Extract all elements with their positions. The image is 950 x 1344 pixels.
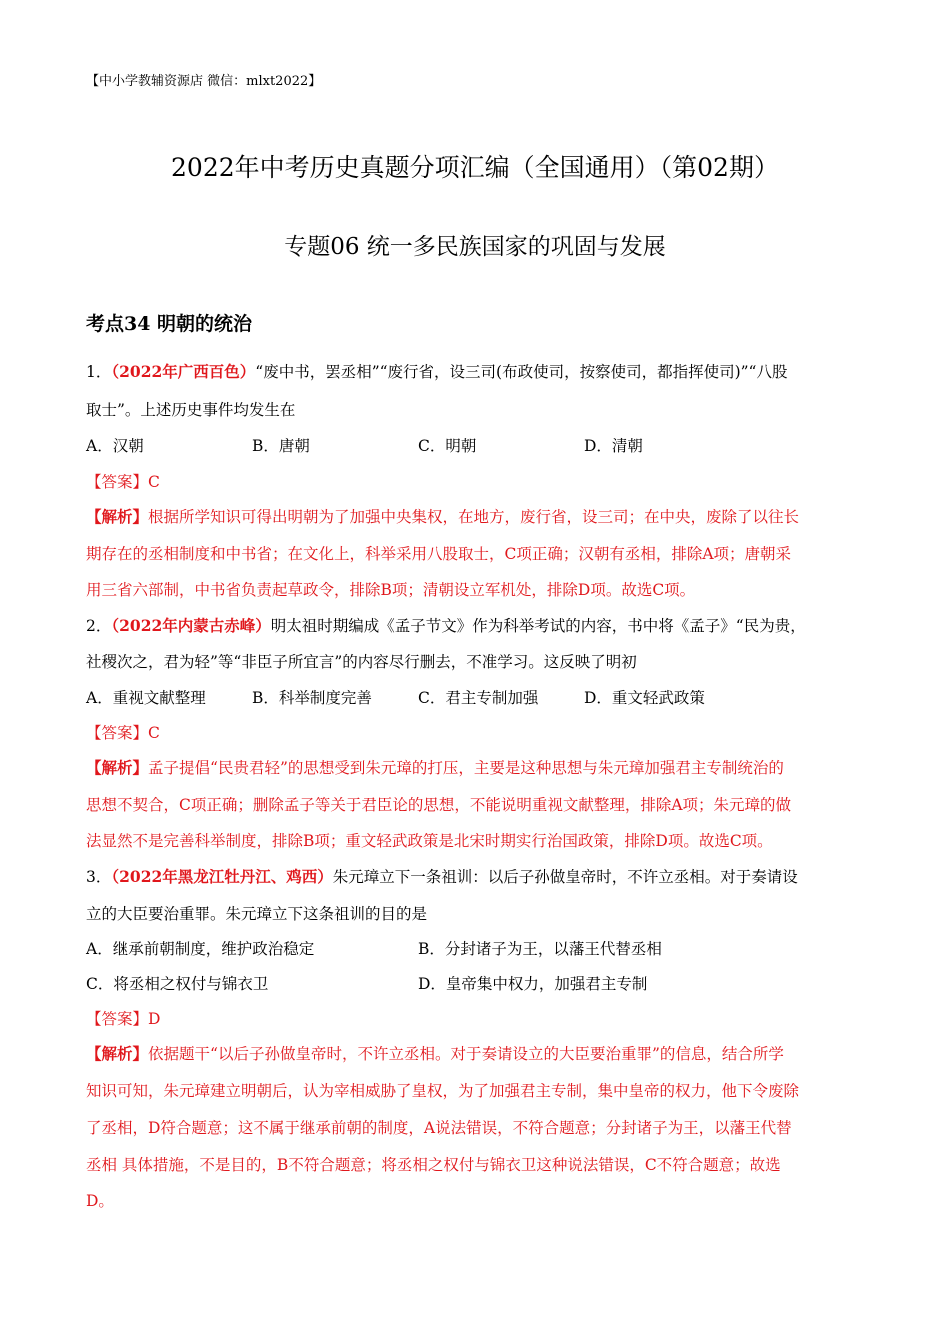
q1-answer-label: 【答案】 — [86, 473, 149, 491]
section-heading: 考点34 明朝的统治 — [86, 313, 253, 335]
q2-stem-line-2: 社稷次之，君为轻”等“非臣子所宜言”的内容尽行删去，不准学习。这反映了明初 — [86, 653, 637, 671]
q1-answer — [86, 470, 160, 492]
q3-analysis-1: 依据题干“以后子孙做皇帝时，不许立丞相。对于奏请设立的大臣要治重罪”的信息，结合所学 — [148, 1045, 784, 1063]
q3-analysis-line-3: 了丞相，D符合题意；这不属于继承前朝的制度，A说法错误，不符合题意；分封诸子为王，以藩王代替 — [86, 1119, 792, 1137]
q3-stem-1: 朱元璋立下一条祖训：以后子孙做皇帝时，不许立丞相。对于奏请设 — [332, 868, 798, 886]
q1-analysis-label: 【解析】 — [86, 507, 149, 526]
q2-analysis-1: 孟子提倡“民贵君轻”的思想受到朱元璋的打压，主要是这种思想与朱元璋加强君主专制统治的 — [148, 759, 784, 777]
q2-option-d: D．重文轻武政策 — [584, 689, 705, 707]
q2-number: 2． — [86, 617, 112, 635]
q3-analysis-label: 【解析】 — [86, 1044, 149, 1063]
q1-answer-value: C — [148, 473, 160, 491]
q2-option-c: C．君主专制加强 — [418, 689, 539, 707]
q1-analysis-line-1 — [86, 505, 799, 527]
q2-stem-line-1 — [86, 614, 806, 636]
q2-answer — [86, 721, 160, 743]
q3-option-a: A．继承前朝制度，维护政治稳定 — [86, 940, 315, 958]
q1-source: （2022年广西百色） — [111, 362, 256, 381]
q1-analysis-line-3: 用三省六部制，中书省负责起草政令，排除B项；清朝设立军机处，排除D项。故选C项。 — [86, 581, 696, 599]
q3-analysis-line-4: 丞相 具体措施，不是目的，B不符合题意；将丞相之权付与锦衣卫这种说法错误，C不符合题意；故选 — [86, 1156, 781, 1174]
q2-analysis-line-1 — [86, 756, 784, 778]
q3-answer — [86, 1007, 160, 1029]
q3-answer-value: D — [148, 1010, 161, 1028]
q1-stem-line-2: 取士”。上述历史事件均发生在 — [86, 401, 296, 419]
q3-option-c: C．将丞相之权付与锦衣卫 — [86, 975, 269, 993]
q3-analysis-line-2: 知识可知，朱元璋建立明朝后，认为宰相威胁了皇权，为了加强君主专制，集中皇帝的权力，他下令废除 — [86, 1082, 800, 1100]
q2-answer-label: 【答案】 — [86, 724, 149, 742]
q1-stem-line-1 — [86, 360, 787, 382]
q3-option-d: D．皇帝集中权力，加强君主专制 — [418, 975, 648, 993]
q1-option-b: B．唐朝 — [252, 437, 310, 455]
q3-stem-line-2: 立的大臣要治重罪。朱元璋立下这条祖训的目的是 — [86, 905, 428, 923]
q2-analysis-line-3: 法显然不是完善科举制度，排除B项；重文轻武政策是北宋时期实行治国政策，排除D项。故选C项。 — [86, 832, 773, 850]
q3-option-b: B．分封诸子为王，以藩王代替丞相 — [418, 940, 662, 958]
q3-analysis-line-1 — [86, 1042, 784, 1064]
q2-stem-1: 明太祖时期编成《孟子节文》作为科举考试的内容，书中将《孟子》“民为贵， — [270, 617, 806, 635]
q3-analysis-line-5: D。 — [86, 1192, 114, 1210]
q3-stem-line-1 — [86, 865, 798, 887]
q1-analysis-line-2: 期存在的丞相制度和中书省；在文化上，科举采用八股取士，C项正确；汉朝有丞相，排除A项；唐朝采 — [86, 545, 792, 563]
q2-source: （2022年内蒙古赤峰） — [111, 616, 271, 635]
q2-analysis-label: 【解析】 — [86, 758, 149, 777]
q1-stem-1: “废中书，罢丞相”“废行省，设三司(布政使司，按察使司，都指挥使司)”“八股 — [255, 363, 788, 381]
q2-analysis-line-2: 思想不契合，C项正确；删除孟子等关于君臣论的思想，不能说明重视文献整理，排除A项；朱元璋的做 — [86, 796, 792, 814]
page-subtitle: 专题06 统一多民族国家的巩固与发展 — [284, 234, 666, 260]
q1-analysis-1: 根据所学知识可得出明朝为了加强中央集权，在地方，废行省，设三司；在中央，废除了以往长 — [148, 508, 800, 526]
q2-option-b: B．科举制度完善 — [252, 689, 372, 707]
q3-answer-label: 【答案】 — [86, 1010, 149, 1028]
q1-option-a: A．汉朝 — [86, 437, 144, 455]
q3-source: （2022年黑龙江牡丹江、鸡西） — [111, 867, 333, 886]
page-title: 2022年中考历史真题分项汇编（全国通用）（第02期） — [171, 153, 779, 182]
q1-option-c: C．明朝 — [418, 437, 477, 455]
header-note: 【中小学教辅资源店 微信：mlxt2022】 — [86, 74, 322, 89]
q1-option-d: D．清朝 — [584, 437, 643, 455]
q1-number: 1． — [86, 363, 112, 381]
q2-answer-value: C — [148, 724, 160, 742]
q2-option-a: A．重视文献整理 — [86, 689, 206, 707]
q3-number: 3． — [86, 868, 112, 886]
